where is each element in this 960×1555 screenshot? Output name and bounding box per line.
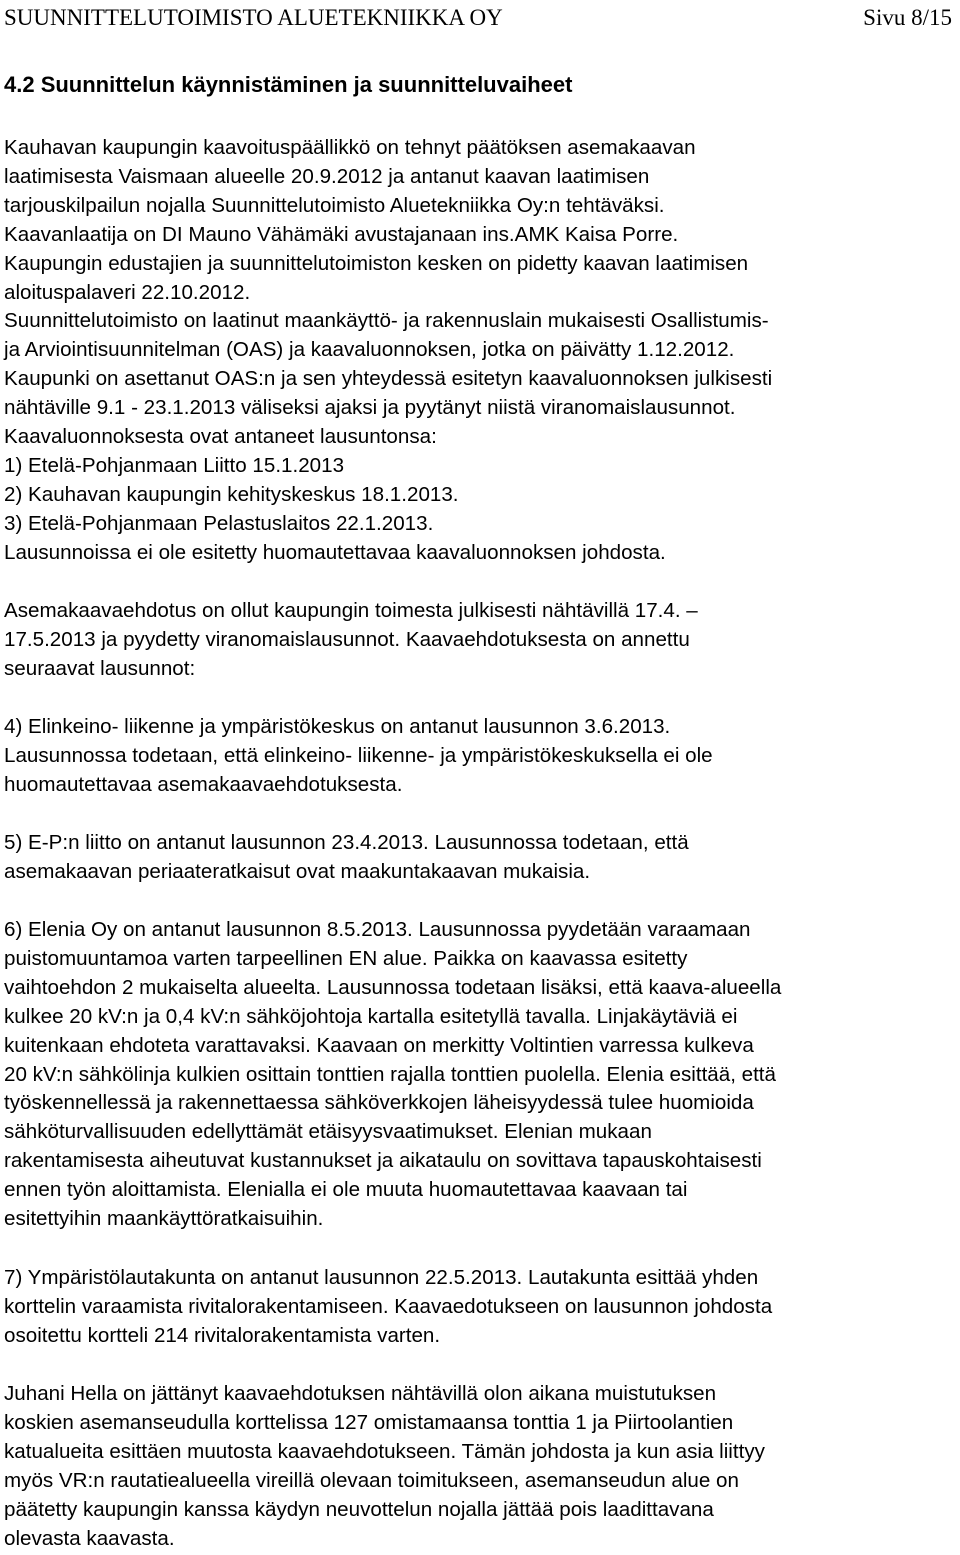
text-line: asemakaavan periaateratkaisut ovat maakuntakaavan mukaisia.: [4, 859, 591, 883]
paragraph: [4, 134, 954, 568]
text-line: koskien asemanseudulla korttelissa 127 omistamaansa tonttia 1 ja Piirtoolantien: [4, 1410, 734, 1434]
text-line: myös VR:n rautatiealueella vireillä olevaan toimitukseen, asemanseudun alue on: [4, 1468, 739, 1492]
text-line: puistomuuntamoa varten tarpeellinen EN alue. Paikka on kaavassa esitetty: [4, 946, 688, 970]
text-line: rakentamisesta aiheutuvat kustannukset ja aikataulu on sovittava tapauskohtaisesti: [4, 1149, 762, 1173]
text-line: Kaupungin edustajien ja suunnittelutoimiston kesken on pidetty kaavan laatimisen: [4, 251, 749, 275]
paragraph: [4, 916, 954, 1234]
paragraph: [4, 829, 954, 887]
text-line: huomautettavaa asemakaavaehdotuksesta.: [4, 772, 403, 796]
text-line: 1) Etelä-Pohjanmaan Liitto 15.1.2013: [4, 453, 345, 477]
text-line: laatimisesta Vaismaan alueelle 20.9.2012 ja antanut kaavan laatimisen: [4, 164, 650, 188]
text-line: vaihtoehdon 2 mukaiselta alueelta. Lausunnossa todetaan lisäksi, että kaava-alueella: [4, 975, 782, 999]
text-line: Asemakaavaehdotus on ollut kaupungin toimesta julkisesti nähtävillä 17.4. –: [4, 599, 698, 622]
paragraph: [4, 713, 954, 800]
header-page-number: Sivu 8/15: [863, 5, 952, 30]
text-line: Lausunnossa todetaan, että elinkeino- liikenne- ja ympäristökeskuksella ei ole: [4, 743, 713, 767]
text-line: seuraavat lausunnot:: [4, 656, 196, 680]
text-line: ja Arviointisuunnitelman (OAS) ja kaavaluonnoksen, jotka on päivätty 1.12.2012.: [4, 338, 735, 362]
header-company: SUUNNITTELUTOIMISTO ALUETEKNIIKKA OY: [4, 5, 503, 30]
text-line: kulkee 20 kV:n ja 0,4 kV:n sähköjohtoja kartalla esitetyllä tavalla. Linjakäytäviä ei: [4, 1004, 738, 1028]
text-line: 17.5.2013 ja pyydetty viranomaislausunnot. Kaavaehdotuksesta on annettu: [4, 627, 690, 651]
text-line: nähtäville 9.1 - 23.1.2013 väliseksi ajaksi ja pyytänyt niistä viranomaislausunnot.: [4, 396, 736, 420]
text-line: Juhani Hella on jättänyt kaavaehdotuksen nähtävillä olon aikana muistutuksen: [4, 1382, 717, 1405]
text-line: osoitettu kortteli 214 rivitalorakentamista varten.: [4, 1323, 441, 1347]
text-line: sähköturvallisuuden edellyttämät etäisyysvaatimukset. Elenian mukaan: [4, 1120, 652, 1144]
text-line: Suunnittelutoimisto on laatinut maankäyttö- ja rakennuslain mukaisesti Osallistumis-: [4, 309, 769, 333]
paragraph: [4, 1380, 954, 1553]
text-line: Kaavaluonnoksesta ovat antaneet lausuntonsa:: [4, 425, 437, 449]
text-line: 20 kV:n sähkölinja kulkien osittain tonttien rajalla tonttien puolella. Elenia esittää, että: [4, 1062, 776, 1086]
text-line: työskennellessä ja rakennettaessa sähköverkkojen läheisyydessä tulee huomioida: [4, 1091, 754, 1115]
text-line: 4) Elinkeino- liikenne ja ympäristökeskus on antanut lausunnon 3.6.2013.: [4, 715, 671, 738]
text-line: Kaupunki on asettanut OAS:n ja sen yhteydessä esitetyn kaavaluonnoksen julkisesti: [4, 367, 773, 391]
paragraph: [4, 597, 954, 684]
text-line: ennen työn aloittamista. Elenialla ei ole muuta huomautettavaa kaavaan tai: [4, 1178, 688, 1202]
section-heading: 4.2 Suunnittelun käynnistäminen ja suunnitteluvaiheet: [4, 72, 573, 97]
paragraph: [4, 1264, 954, 1351]
text-line: 5) E-P:n liitto on antanut lausunnon 23.4.2013. Lausunnossa todetaan, että: [4, 831, 689, 854]
text-line: katualueita esittäen muutosta kaavaehdotukseen. Tämän johdosta ja kun asia liittyy: [4, 1439, 765, 1463]
text-line: päätetty kaupungin kanssa käydyn neuvottelun nojalla jättää pois laadittavana: [4, 1497, 714, 1521]
text-line: esitettyihin maankäyttöratkaisuihin.: [4, 1207, 324, 1231]
page-header: [4, 2, 952, 34]
text-line: Lausunnoissa ei ole esitetty huomautettavaa kaavaluonnoksen johdosta.: [4, 540, 666, 564]
text-line: Kaavanlaatija on DI Mauno Vähämäki avustajanaan ins.AMK Kaisa Porre.: [4, 222, 679, 246]
text-line: aloituspalaveri 22.10.2012.: [4, 280, 251, 304]
text-line: 2) Kauhavan kaupungin kehityskeskus 18.1.2013.: [4, 482, 459, 506]
text-line: 7) Ympäristölautakunta on antanut lausunnon 22.5.2013. Lautakunta esittää yhden: [4, 1266, 759, 1289]
text-line: Kauhavan kaupungin kaavoituspäällikkö on tehnyt päätöksen asemakaavan: [4, 136, 696, 159]
text-line: korttelin varaamista rivitalorakentamiseen. Kaavaedotukseen on lausunnon johdosta: [4, 1294, 773, 1318]
text-line: olevasta kaavasta.: [4, 1526, 175, 1550]
text-line: tarjouskilpailun nojalla Suunnittelutoimisto Aluetekniikka Oy:n tehtäväksi.: [4, 193, 665, 217]
text-line: 6) Elenia Oy on antanut lausunnon 8.5.2013. Lausunnossa pyydetään varaamaan: [4, 918, 751, 941]
text-line: kuitenkaan ehdoteta varattavaksi. Kaavaan on merkitty Voltintien varressa kulkeva: [4, 1033, 754, 1057]
text-line: 3) Etelä-Pohjanmaan Pelastuslaitos 22.1.2013.: [4, 511, 434, 535]
